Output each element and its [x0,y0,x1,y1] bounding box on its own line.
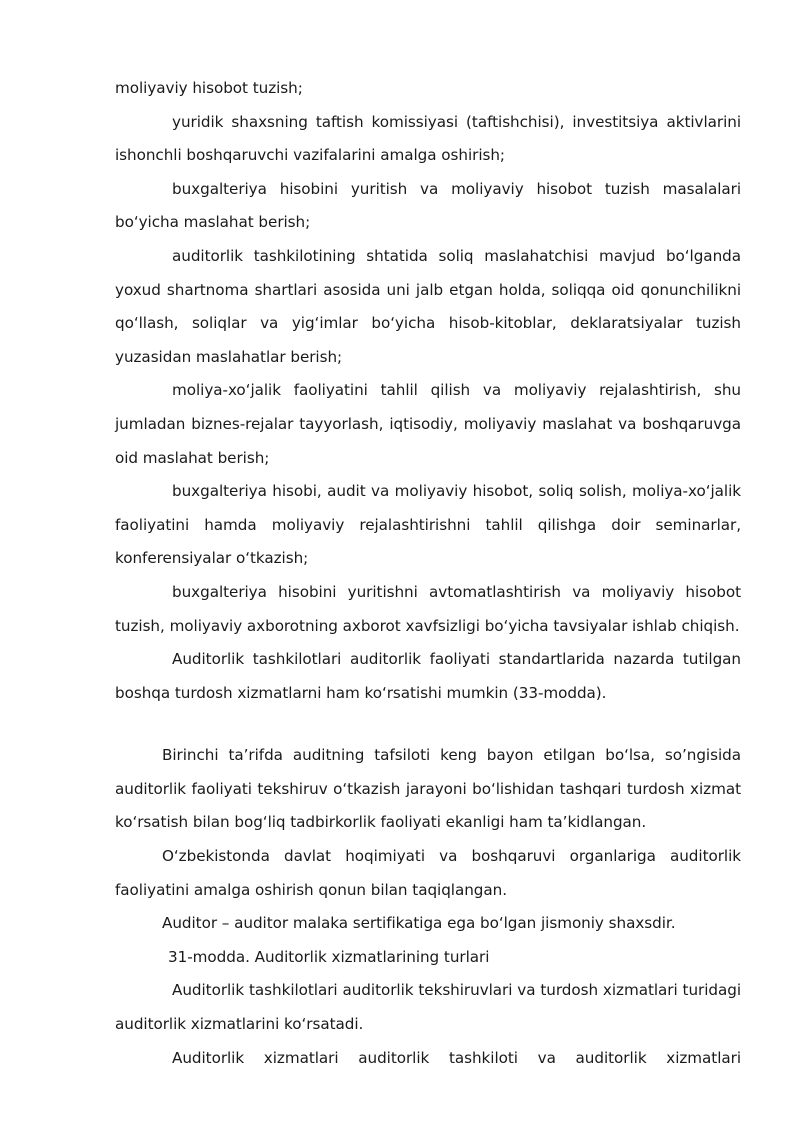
paragraph-10: O‘zbekistonda davlat hoqimiyati va boshqaruvi organlariga auditorlik faoliyatini amalga oshirish qonun bilan taqiqlangan. [115,847,741,899]
paragraph-11: Auditor – auditor malaka sertifikatiga ega bo‘lgan jismoniy shaxsdir. [162,914,676,933]
paragraph-5: moliya-xo‘jalik faoliyatini tahlil qilish va moliyaviy rejalashtirish, shu jumladan biznes-rejalar tayyorlash, iqtisodiy, moliyaviy maslahat va boshqaruvga oid maslahat berish; [115,381,741,467]
paragraph-1: moliyaviy hisobot tuzish; [115,79,303,97]
paragraph-8: Auditorlik tashkilotlari auditorlik faoliyati standartlarida nazarda tutilgan boshqa turdosh xizmatlarni ham ko‘rsatishi mumkin (33-modda). [115,650,741,702]
paragraph-gap [115,710,741,739]
article-heading: 31-modda. Auditorlik xizmatlarining turlari [168,947,490,966]
paragraph-9: Birinchi ta’rifda auditning tafsiloti keng bayon etilgan bo‘lsa, so’ngisida auditorlik faoliyati tekshiruv o‘tkazish jarayoni bo‘lishidan tashqari turdosh xizmat ko‘rsatish bilan bog‘liq tadbirkorlik faoliyati ekanligi ham ta’kidlangan. [115,746,741,832]
paragraph-7: buxgalteriya hisobini yuritishni avtomatlashtirish va moliyaviy hisobot tuzish, moliyaviy axborotning axborot xavfsizligi bo‘yicha tavsiyalar ishlab chiqish. [115,582,741,635]
paragraph-6: buxgalteriya hisobi, audit va moliyaviy hisobot, soliq solish, moliya-xo‘jalik faoliyatini hamda moliyaviy rejalashtirishni tahlil qilishga doir seminarlar, konferensiyalar o‘tkazish; [115,482,741,568]
paragraph-12: Auditorlik tashkilotlari auditorlik tekshiruvlari va turdosh xizmatlari turidagi auditorlik xizmatlarini ko‘rsatadi. [115,981,741,1034]
paragraph-13: Auditorlik xizmatlari auditorlik tashkiloti va auditorlik xizmatlari [172,1048,741,1067]
paragraph-4: auditorlik tashkilotining shtatida soliq maslahatchisi mavjud bo‘lganda yoxud shartnoma shartlari asosida uni jalb etgan holda, soliqqa oid qonunchilikni qo‘llash, soliqlar va yig‘imlar bo‘yicha hisob-kitoblar, deklaratsiyalar tuzish yuzasidan maslahatlar berish; [115,246,741,366]
paragraph-2: yuridik shaxsning taftish komissiyasi (taftishchisi), investitsiya aktivlarini ishonchli boshqaruvchi vazifalarini amalga oshirish; [115,112,741,165]
paragraph-3: buxgalteriya hisobini yuritish va moliyaviy hisobot tuzish masalalari bo‘yicha maslahat berish; [115,179,741,232]
document-page [115,72,741,1075]
